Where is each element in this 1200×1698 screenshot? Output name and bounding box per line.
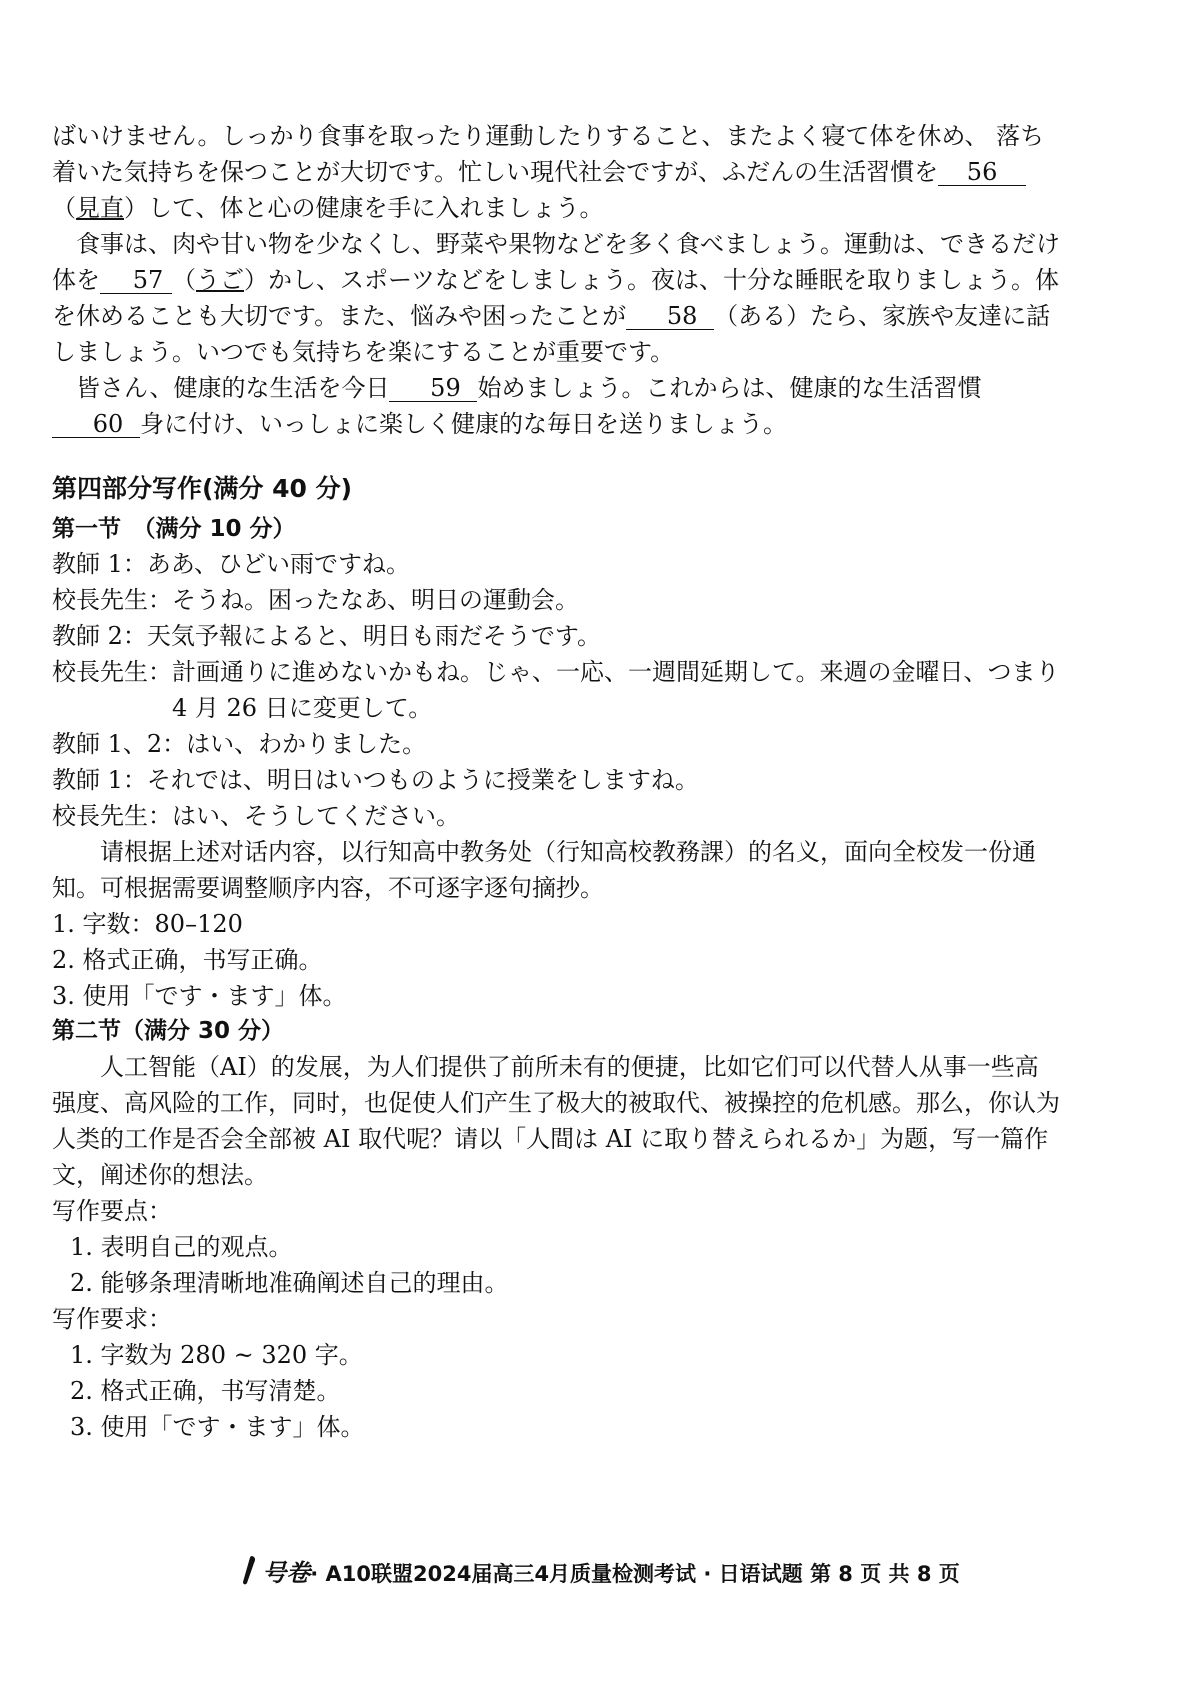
utterance: 計画通りに進めないかもね。じゃ、一応、一週間延期して。来週の金曜日、つまり 4 月 26 日に変更して。 [172, 658, 1060, 722]
points-label: 写作要点： [52, 1196, 172, 1225]
requirement-item: 1. 字数：80–120 [52, 910, 243, 938]
requirement-item: 1. 字数为 280 ~ 320 字。 [70, 1340, 363, 1369]
blank-56: 56 [938, 159, 1026, 186]
section2-prompt: 人工智能（AI）的发展，为人们提供了前所未有的便捷，比如它们可以代替人从事一些高强度、高风险的工作，同时，也促使人们产生了极大的被取代、被操控的危机感。那么，你认为人类的工作是否会全部被 AI 取代呢？请以「人間は AI に取り替えられるか」为题，写一篇作文，阐述你的想法。 [52, 1052, 1060, 1189]
dialogue-line [52, 582, 1062, 618]
utterance: はい、そうしてください。 [172, 802, 460, 830]
utterance: はい、わかりました。 [186, 730, 427, 758]
speaker: 校長先生： [52, 658, 172, 686]
blank-58: 58 [626, 303, 714, 330]
dialogue-line [52, 762, 1062, 798]
dialogue-line [52, 546, 1062, 582]
footer-text: · A10联盟2024届高三4月质量检测考试 · 日语试题 第 8 页 共 8 页 [310, 1562, 960, 1586]
reading-paragraph-2: 食事は、肉や甘い物を少なくし、野菜や果物などを多く食べましょう。運動は、できるだけ体を 57 （うご）かし、スポーツなどをしましょう。夜は、十分な睡眠を取りましょう。体を休めることも大切です。また、悩みや困ったことが 58 （ある）たら、家族や友達に話しましょう。いつでも気持ちを楽にすることが重要です。 [52, 230, 1060, 366]
section1-heading: 第一节 （满分 10 分） [52, 515, 296, 542]
exam-page [52, 118, 1062, 1445]
dialogue [52, 546, 1062, 834]
section1-instruction: 请根据上述对话内容，以行知高中教务处（行知高校教務課）的名义，面向全校发一份通知。可根据需要调整顺序内容，不可逐字逐句摘抄。 [52, 838, 1036, 902]
speaker: 校長先生： [52, 586, 172, 614]
utterance: 天気予報によると、明日も雨だそうです。 [146, 622, 601, 650]
brand-logo-text: 号卷 [262, 1558, 311, 1587]
requirement-item: 2. 格式正确，书写正确。 [52, 946, 323, 974]
blank-57: 57 [100, 267, 172, 294]
utterance: それでは、明日はいつものように授業をしますね。 [146, 766, 699, 794]
speaker: 校長先生： [52, 802, 172, 830]
requirement-item: 3. 使用「です・ます」体。 [52, 982, 347, 1010]
requirement-item: 2. 格式正确，书写清楚。 [70, 1376, 341, 1405]
blank-60: 60 [52, 411, 140, 438]
dialogue-line [52, 654, 1062, 726]
underlined-word: 見直 [76, 194, 124, 222]
brush-stroke-icon [240, 1555, 258, 1585]
utterance: そうね。困ったなあ、明日の運動会。 [172, 586, 580, 614]
dialogue-line [52, 618, 1062, 654]
utterance: ああ、ひどい雨ですね。 [146, 550, 410, 578]
dialogue-line [52, 798, 1062, 834]
page-footer [0, 1555, 1200, 1595]
requirements-label: 写作要求： [52, 1304, 172, 1333]
dialogue-line [52, 726, 1062, 762]
speaker: 教師 1： [52, 766, 147, 794]
speaker: 教師 1： [52, 550, 147, 578]
reading-paragraph-1: ばいけません。しっかり食事を取ったり運動したりすること、またよく寝て体を休め、 落ち着いた気持ちを保つことが大切です。忙しい現代社会ですが、ふだんの生活習慣を 56（見直）して、体と心の健康を手に入れましょう。 [52, 122, 1045, 222]
point-item: 2. 能够条理清晰地准确阐述自己的理由。 [70, 1268, 509, 1297]
requirement-item: 3. 使用「です・ます」体。 [70, 1412, 365, 1441]
point-item: 1. 表明自己的观点。 [70, 1232, 293, 1261]
reading-paragraph-3: 皆さん、健康的な生活を今日 59 始めましょう。これからは、健康的な生活習慣60 身に付け、いっしょに楽しく健康的な毎日を送りましょう。 [52, 370, 1062, 442]
part4-heading: 第四部分写作(满分 40 分) [52, 474, 353, 503]
speaker: 教師 2： [52, 622, 147, 650]
section2-heading: 第二节（满分 30 分） [52, 1018, 285, 1044]
underlined-word: うご [196, 266, 244, 294]
brand-logo-icon [240, 1555, 258, 1595]
blank-59: 59 [389, 375, 477, 402]
speaker: 教師 1、2： [52, 730, 187, 758]
